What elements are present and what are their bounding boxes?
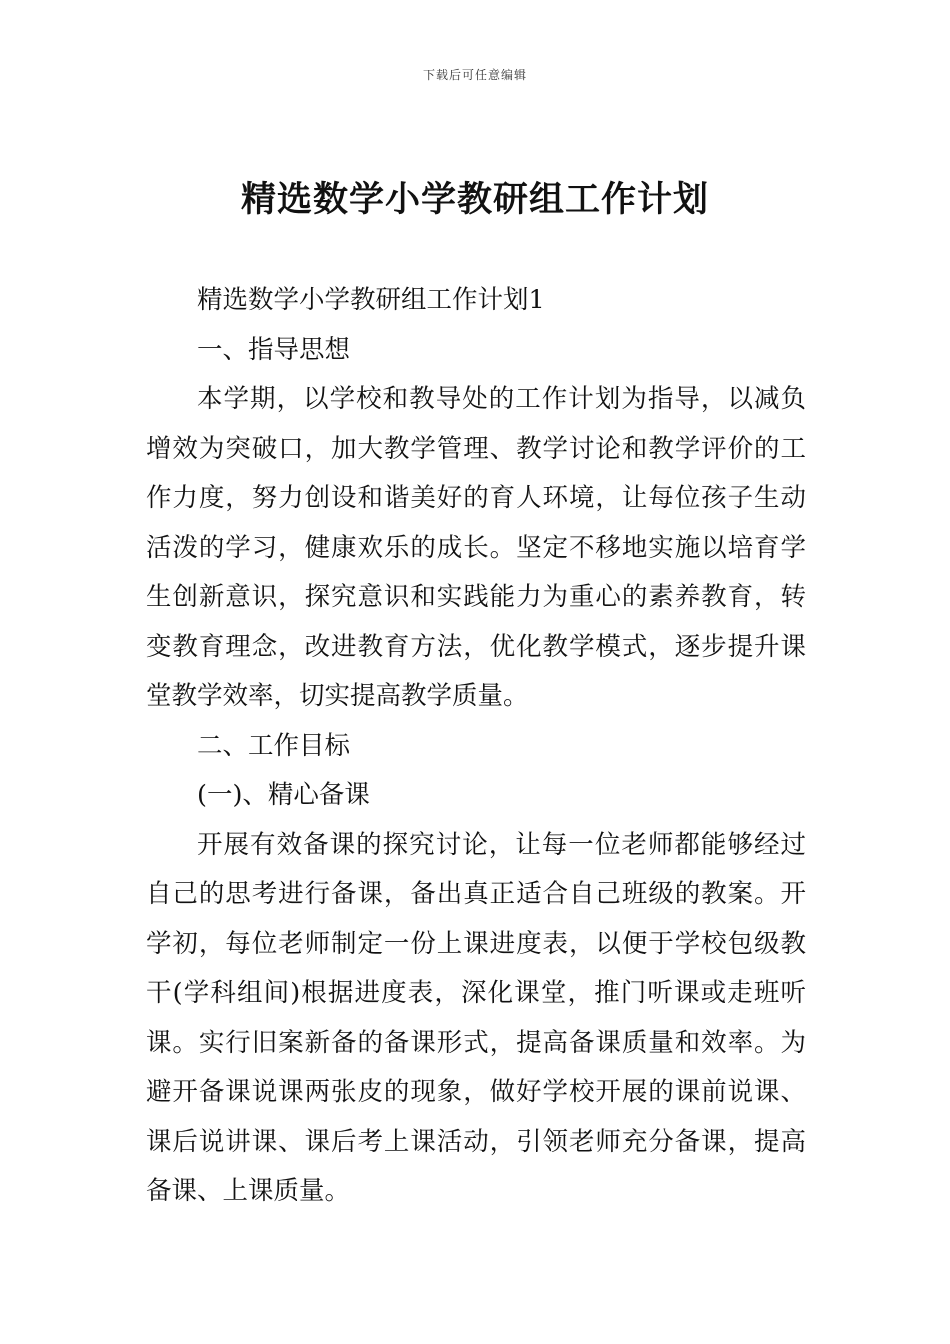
section-heading-guiding-ideology: 一、指导思想: [197, 334, 351, 365]
plan-subtitle: 精选数学小学教研组工作计划1: [197, 285, 545, 315]
document-title: 精选数学小学教研组工作计划: [240, 180, 709, 220]
paragraph-guiding-ideology: 本学期，以学校和教导处的工作计划为指导，以减负增效为突破口，加大教学管理、教学讨论和教学评价的工作力度，努力创设和谐美好的育人环境，让每位孩子生动活泼的学习，健康欢乐的成长。坚定不移地实施以培育学生创新意识，探究意识和实践能力为重心的素养教育，转变教育理念，改进教育方法，优化教学模式，逐步提升课堂教学效率，切实提高教学质量。: [146, 384, 806, 711]
paragraph-lesson-prep: 开展有效备课的探究讨论，让每一位老师都能够经过自己的思考进行备课，备出真正适合自己班级的教案。开学初，每位老师制定一份上课进度表，以便于学校包级教干(学科组间)根据进度表，深化课堂，推门听课或走班听课。实行旧案新备的备课形式，提高备课质量和效率。为避开备课说课两张皮的现象，做好学校开展的课前说课、课后说讲课、课后考上课活动，引领老师充分备课，提高备课、上课质量。: [146, 829, 806, 1206]
section-heading-work-goals: 二、工作目标: [197, 730, 351, 761]
subsection-heading-lesson-prep: (一)、精心备课: [197, 780, 370, 810]
header-note: 下载后可任意编辑: [422, 68, 527, 82]
document-body: [146, 276, 806, 1217]
